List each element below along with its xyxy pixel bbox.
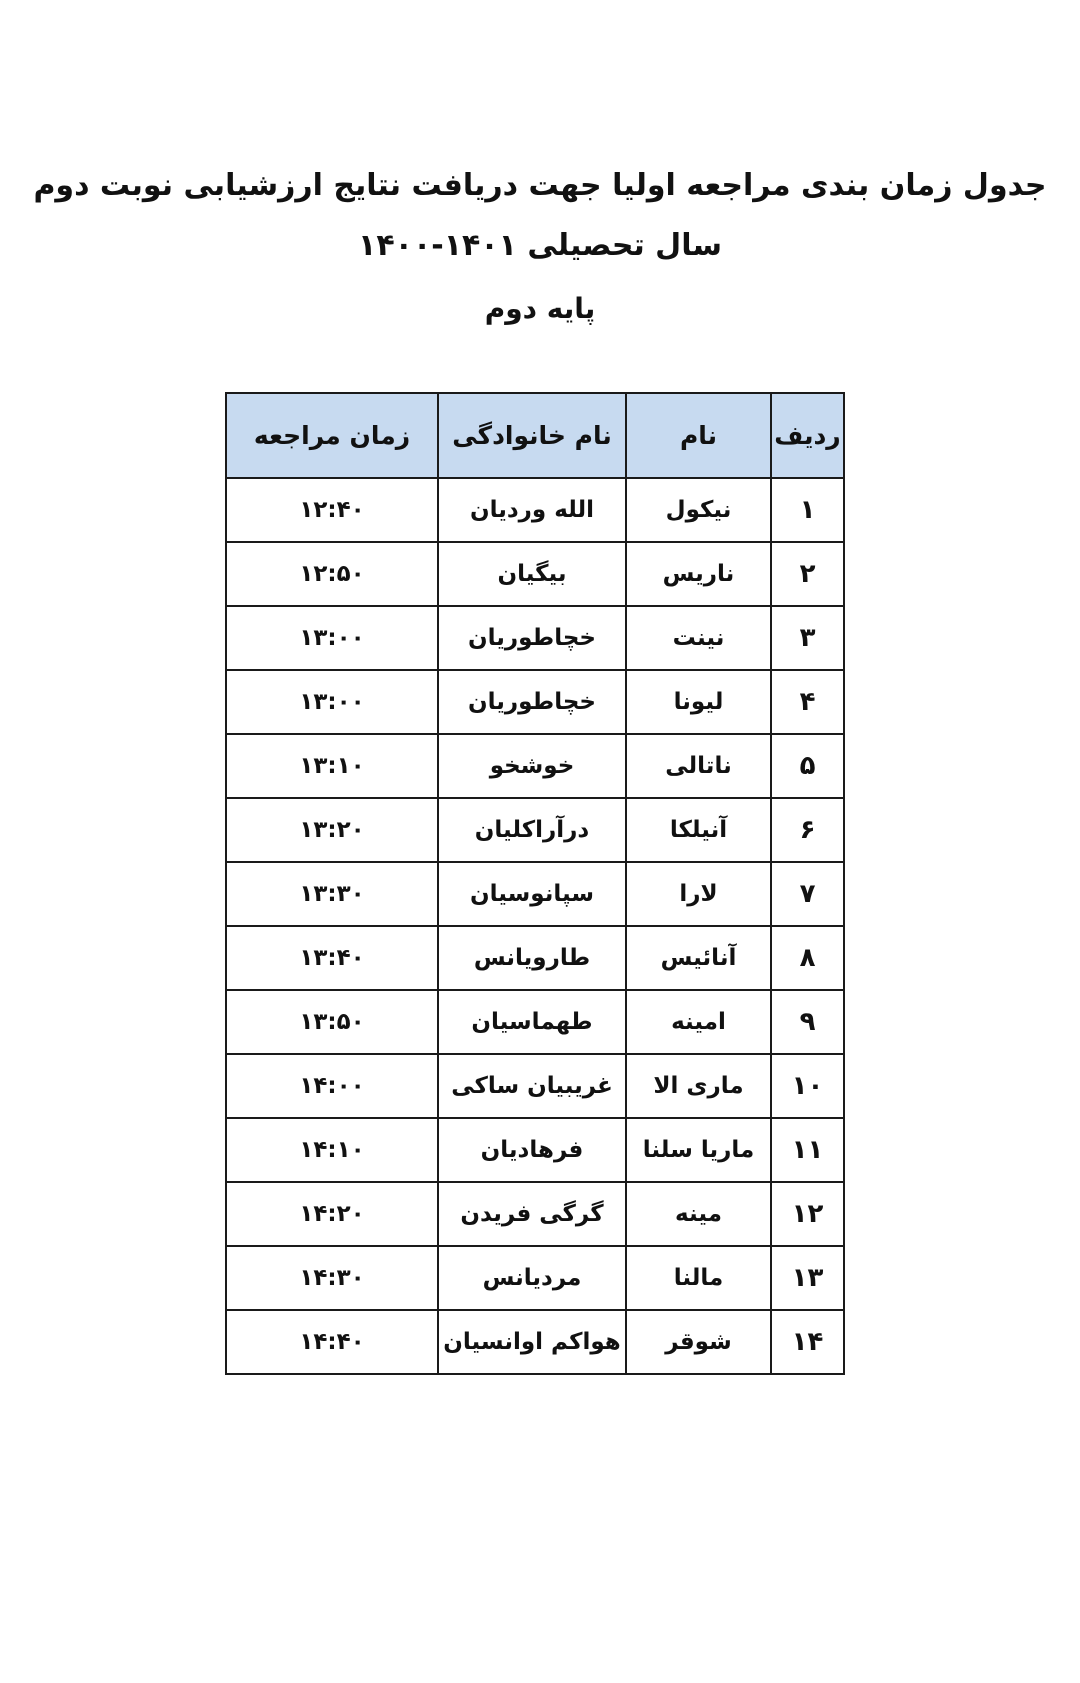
cell-time: ۱۳:۵۰ bbox=[226, 990, 438, 1054]
table-row bbox=[226, 1054, 844, 1118]
cell-row-number: ۱۴ bbox=[771, 1310, 844, 1374]
cell-first-name: آنائیس bbox=[626, 926, 771, 990]
table-row bbox=[226, 670, 844, 734]
cell-first-name: لارا bbox=[626, 862, 771, 926]
table-row bbox=[226, 862, 844, 926]
cell-last-name: بیگیان bbox=[438, 542, 626, 606]
document-title: جدول زمان بندی مراجعه اولیا جهت دریافت نتایج ارزشیابی نوبت دوم bbox=[33, 168, 1047, 203]
cell-first-name: مالنا bbox=[626, 1246, 771, 1310]
cell-last-name: مردیانس bbox=[438, 1246, 626, 1310]
table-body bbox=[226, 478, 844, 1374]
cell-first-name: ناریس bbox=[626, 542, 771, 606]
cell-row-number: ۹ bbox=[771, 990, 844, 1054]
cell-last-name: درآراکلیان bbox=[438, 798, 626, 862]
cell-row-number: ۶ bbox=[771, 798, 844, 862]
cell-row-number: ۷ bbox=[771, 862, 844, 926]
header-last-name: نام خانوادگی bbox=[438, 393, 626, 478]
cell-last-name: غریبیان ساکی bbox=[438, 1054, 626, 1118]
cell-first-name: مینه bbox=[626, 1182, 771, 1246]
cell-time: ۱۳:۰۰ bbox=[226, 670, 438, 734]
table-row bbox=[226, 478, 844, 542]
cell-last-name: طارویانس bbox=[438, 926, 626, 990]
grade-label: پایه دوم bbox=[484, 292, 596, 325]
table-row bbox=[226, 926, 844, 990]
cell-time: ۱۴:۰۰ bbox=[226, 1054, 438, 1118]
cell-first-name: ماریا سلنا bbox=[626, 1118, 771, 1182]
table-row bbox=[226, 606, 844, 670]
cell-time: ۱۴:۲۰ bbox=[226, 1182, 438, 1246]
header-time: زمان مراجعه bbox=[226, 393, 438, 478]
table-header-row bbox=[226, 393, 844, 478]
table-row bbox=[226, 1118, 844, 1182]
cell-first-name: نینت bbox=[626, 606, 771, 670]
cell-row-number: ۱۱ bbox=[771, 1118, 844, 1182]
header-first-name: نام bbox=[626, 393, 771, 478]
schedule-table-container bbox=[225, 392, 843, 1375]
cell-last-name: خوشخو bbox=[438, 734, 626, 798]
cell-first-name: ماری الا bbox=[626, 1054, 771, 1118]
cell-time: ۱۴:۳۰ bbox=[226, 1246, 438, 1310]
cell-row-number: ۳ bbox=[771, 606, 844, 670]
cell-row-number: ۴ bbox=[771, 670, 844, 734]
cell-last-name: خچاطوریان bbox=[438, 670, 626, 734]
table-row bbox=[226, 542, 844, 606]
cell-time: ۱۴:۱۰ bbox=[226, 1118, 438, 1182]
cell-last-name: فرهادیان bbox=[438, 1118, 626, 1182]
cell-row-number: ۸ bbox=[771, 926, 844, 990]
cell-time: ۱۳:۴۰ bbox=[226, 926, 438, 990]
cell-time: ۱۳:۰۰ bbox=[226, 606, 438, 670]
table-row bbox=[226, 734, 844, 798]
cell-first-name: آنیلکا bbox=[626, 798, 771, 862]
header-row-number: ردیف bbox=[771, 393, 844, 478]
cell-row-number: ۱ bbox=[771, 478, 844, 542]
table-row bbox=[226, 990, 844, 1054]
cell-row-number: ۵ bbox=[771, 734, 844, 798]
cell-last-name: الله وردیان bbox=[438, 478, 626, 542]
cell-row-number: ۲ bbox=[771, 542, 844, 606]
cell-last-name: سپانوسیان bbox=[438, 862, 626, 926]
table-row bbox=[226, 1182, 844, 1246]
cell-first-name: نیکول bbox=[626, 478, 771, 542]
cell-time: ۱۲:۴۰ bbox=[226, 478, 438, 542]
cell-first-name: ناتالی bbox=[626, 734, 771, 798]
table-row bbox=[226, 1310, 844, 1374]
cell-first-name: لیونا bbox=[626, 670, 771, 734]
cell-last-name: هواکم اوانسیان bbox=[438, 1310, 626, 1374]
cell-first-name: شوقر bbox=[626, 1310, 771, 1374]
schedule-table bbox=[225, 392, 845, 1375]
cell-last-name: طهماسیان bbox=[438, 990, 626, 1054]
table-row bbox=[226, 1246, 844, 1310]
cell-time: ۱۳:۳۰ bbox=[226, 862, 438, 926]
cell-time: ۱۳:۲۰ bbox=[226, 798, 438, 862]
cell-row-number: ۱۲ bbox=[771, 1182, 844, 1246]
cell-row-number: ۱۰ bbox=[771, 1054, 844, 1118]
cell-last-name: خچاطوریان bbox=[438, 606, 626, 670]
cell-time: ۱۳:۱۰ bbox=[226, 734, 438, 798]
cell-row-number: ۱۳ bbox=[771, 1246, 844, 1310]
academic-year: سال تحصیلی ۱۴۰۱-۱۴۰۰ bbox=[358, 228, 722, 263]
table-row bbox=[226, 798, 844, 862]
cell-time: ۱۴:۴۰ bbox=[226, 1310, 438, 1374]
cell-first-name: امینه bbox=[626, 990, 771, 1054]
cell-last-name: گرگی فریدن bbox=[438, 1182, 626, 1246]
cell-time: ۱۲:۵۰ bbox=[226, 542, 438, 606]
